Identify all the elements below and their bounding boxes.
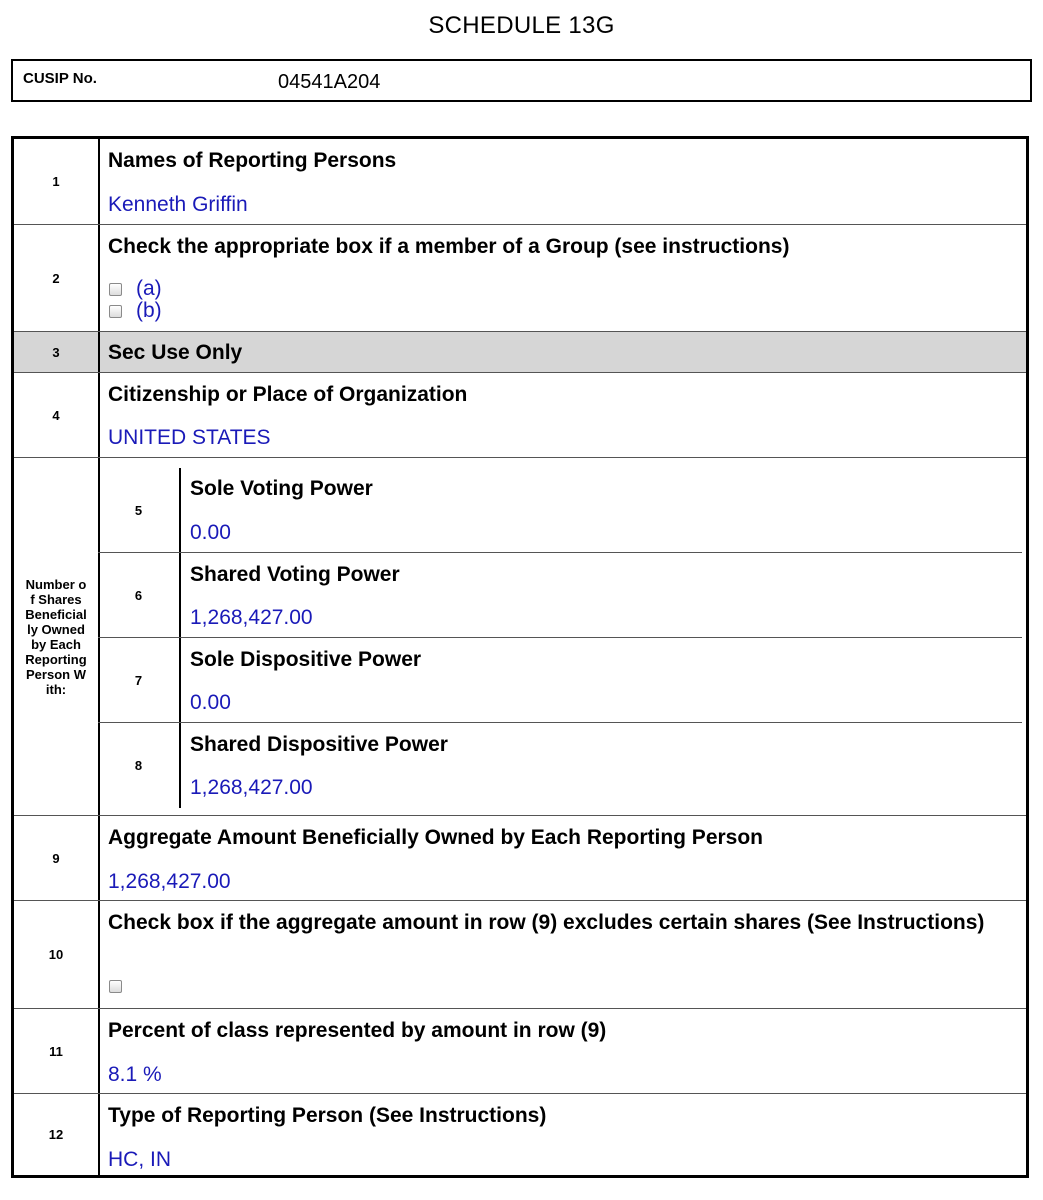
group-option-a[interactable] (109, 278, 162, 300)
reporting-person-name: Kenneth Griffin (108, 193, 248, 216)
row-number: 8 (98, 723, 181, 808)
row-label: Shared Dispositive Power (190, 733, 448, 756)
shared-dispositive-value: 1,268,427.00 (190, 776, 313, 799)
row-label: Percent of class represented by amount in row (9) (108, 1019, 607, 1042)
row-number: 3 (14, 332, 100, 372)
shares-block (14, 458, 1026, 816)
row-label: Check the appropriate box if a member of a Group (see instructions) (108, 235, 790, 258)
cusip-value: 04541A204 (278, 71, 381, 93)
shares-owned-label: Number of Shares Beneficially Owned by Each Reporting Person With: (14, 458, 100, 815)
row-number: 2 (14, 225, 100, 331)
row-label: Sole Voting Power (190, 477, 373, 500)
row-4 (14, 373, 1026, 458)
row-number: 11 (14, 1009, 100, 1093)
aggregate-amount-value: 1,268,427.00 (108, 870, 231, 893)
row-6 (98, 553, 1022, 638)
cusip-box (11, 59, 1032, 102)
row-1 (14, 139, 1026, 225)
checkbox-b[interactable] (109, 305, 122, 318)
row-label: Aggregate Amount Beneficially Owned by Each Reporting Person (108, 826, 763, 849)
sole-voting-value: 0.00 (190, 521, 231, 544)
row-label: Type of Reporting Person (See Instructions) (108, 1104, 547, 1127)
shared-voting-value: 1,268,427.00 (190, 606, 313, 629)
row-label: Sole Dispositive Power (190, 648, 422, 671)
percent-of-class-value: 8.1 % (108, 1063, 162, 1086)
row-label: Citizenship or Place of Organization (108, 383, 468, 406)
cusip-label: CUSIP No. (23, 70, 97, 87)
page-title: SCHEDULE 13G (428, 12, 615, 39)
checkbox-a[interactable] (109, 283, 122, 296)
reporting-person-type-value: HC, IN (108, 1148, 171, 1171)
excludes-shares-option[interactable] (109, 980, 122, 993)
row-7 (98, 638, 1022, 723)
row-5 (98, 468, 1022, 553)
row-number: 1 (14, 139, 100, 224)
row-number: 10 (14, 901, 100, 1008)
row-9 (14, 816, 1026, 901)
row-number: 6 (98, 553, 181, 637)
row-label: Names of Reporting Persons (108, 149, 397, 172)
cover-page-table (11, 136, 1029, 1178)
group-option-b[interactable] (109, 300, 162, 322)
row-10 (14, 901, 1026, 1009)
row-2 (14, 225, 1026, 332)
option-a-label: (a) (136, 277, 162, 300)
sole-dispositive-value: 0.00 (190, 691, 231, 714)
row-number: 9 (14, 816, 100, 900)
row-number: 12 (14, 1094, 100, 1175)
row-label: Sec Use Only (108, 341, 243, 364)
excludes-shares-checkbox[interactable] (109, 980, 122, 993)
row-label: Shared Voting Power (190, 563, 400, 586)
citizenship-value: UNITED STATES (108, 426, 271, 449)
option-b-label: (b) (136, 299, 162, 322)
row-number: 7 (98, 638, 181, 722)
row-8 (98, 723, 1022, 808)
row-number: 4 (14, 373, 100, 457)
row-label: Check box if the aggregate amount in row (9) excludes certain shares (See Instructions) (108, 911, 985, 934)
row-3 (14, 332, 1026, 373)
row-11 (14, 1009, 1026, 1094)
row-12 (14, 1094, 1026, 1175)
row-number: 5 (98, 468, 181, 552)
